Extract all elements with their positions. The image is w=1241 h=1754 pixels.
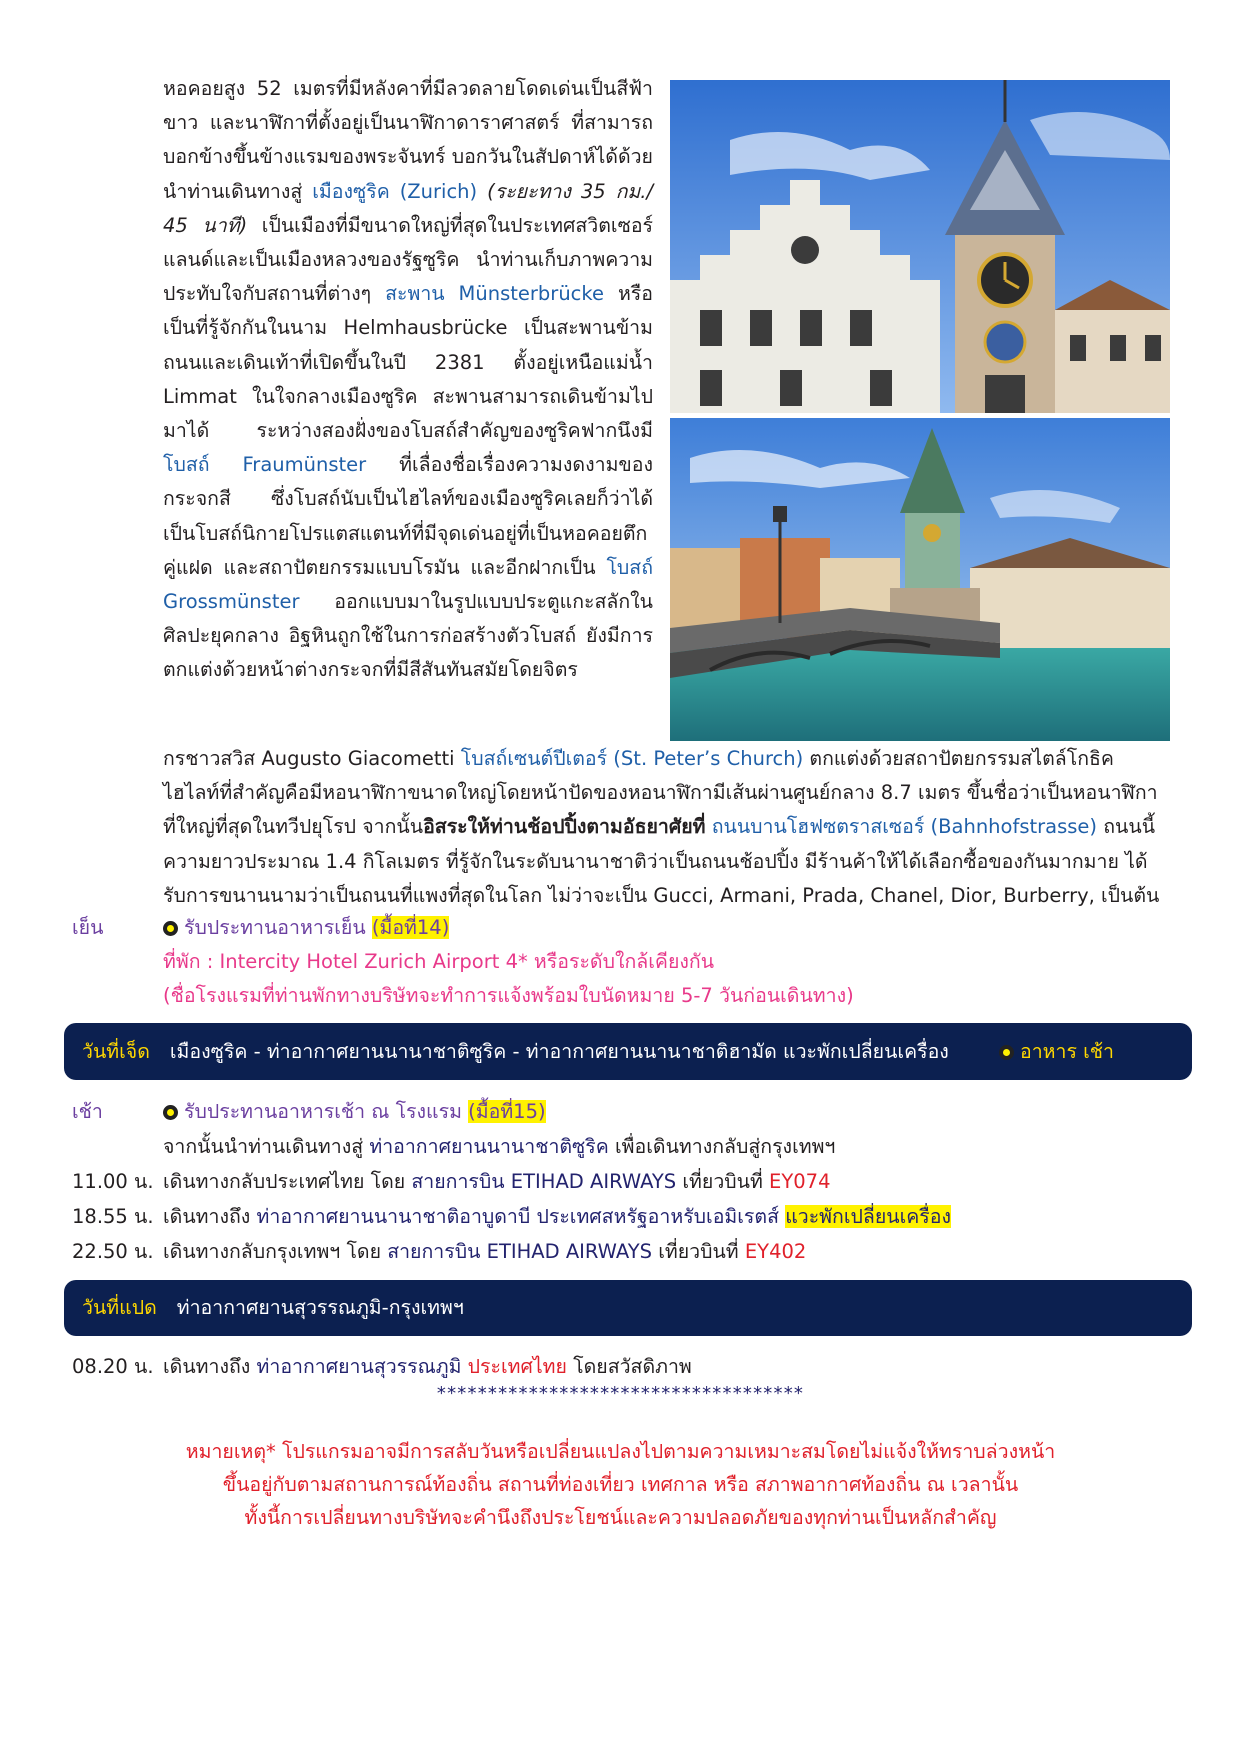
day-seven-route: เมืองซูริค - ท่าอากาศยานนานาชาติซูริค - ท่าอากาศยานนานาชาติฮามัด แวะพักเปลี่ยนเครื่อง — [169, 1040, 949, 1063]
day-seven-header — [64, 1023, 1192, 1080]
grossmunster-name: โบสถ์ Grossmünster — [163, 555, 653, 614]
suvarnabhumi-airport: ท่าอากาศยานสุวรรณภูมิ — [256, 1355, 462, 1378]
intro-text: หอคอยสูง 52 เมตรที่มีหลังคาที่มีลวดลายโดดเด่นเป็นสีฟ้าขาว และนาฬิกาที่ตั้งอยู่เป็นนาฬิกาดาราศาสตร์ ที่สามารถบอกข้างขึ้นข้างแรมของพระจันทร์ บอกวันในสัปดาห์ได้ด้วย นำท่านเดินทางสู่ — [163, 77, 653, 203]
transfer-line — [163, 1130, 835, 1164]
dinner-text: รับประทานอาหารเย็น — [184, 916, 372, 939]
zurich-link: เมืองซูริค (Zurich) — [312, 179, 478, 203]
meal-icon — [163, 921, 178, 936]
day-seven-label: วันที่เจ็ด — [82, 1040, 150, 1063]
fraumunster-bridge-photo — [670, 418, 1170, 741]
remark-line: ทั้งนี้การเปลี่ยนทางบริษัทจะคำนึงถึงประโยชน์และความปลอดภัยของทุกท่านเป็นหลักสำคัญ — [244, 1506, 997, 1529]
bahnhofstrasse-name: ถนนบานโฮฟซตราสเซอร์ (Bahnhofstrasse) — [705, 815, 1098, 839]
zurich-airport: ท่าอากาศยานนานาชาติซูริค — [369, 1135, 609, 1158]
schedule-line — [163, 1165, 831, 1199]
airline-name: สายการบิน ETIHAD AIRWAYS — [411, 1170, 677, 1193]
intro-text: เป็นเมืองที่มีขนาดใหญ่ที่สุดในประเทศสวิตเซอร์แลนด์และเป็นเมืองหลวงของรัฐซูริค นำท่านเก็บภาพความประทับใจกับสถานที่ต่างๆ — [163, 213, 653, 306]
transfer-text: เพื่อเดินทางกลับสู่กรุงเทพฯ — [608, 1135, 836, 1158]
country-name: ประเทศสหรัฐอาหรับเอมิเรตส์ — [530, 1205, 786, 1228]
schedule-line — [163, 1200, 951, 1234]
schedule-text: เที่ยวบินที่ — [652, 1240, 745, 1263]
remark-line: หมายเหตุ* โปรแกรมอาจมีการสลับวันหรือเปลี่ยนแปลงไปตามความเหมาะสมโดยไม่แจ้งให้ทราบล่วงหน้า — [185, 1440, 1056, 1463]
dinner-label: เย็น — [72, 916, 104, 939]
remark-line: ขึ้นอยู่กับตามสถานการณ์ท้องถิ่น สถานที่ท่องเที่ยว เทศกาล หรือ สภาพอากาศท้องถิ่น ณ เวลานั้น — [222, 1473, 1019, 1496]
munsterbrucke-name: สะพาน Münsterbrücke — [385, 282, 604, 306]
day-seven-meal-text: อาหาร เช้า — [1020, 1040, 1114, 1063]
divider-stars: ************************************ — [436, 1383, 805, 1404]
meal-icon — [163, 1105, 178, 1120]
abu-dhabi-airport: ท่าอากาศยานนานาชาติอาบูดาบี — [256, 1205, 531, 1228]
hotel-line: ที่พัก : Intercity Hotel Zurich Airport 4* หรือระดับใกล้เคียงกัน — [163, 950, 715, 973]
breakfast-label: เช้า — [72, 1100, 103, 1123]
hotel-note: (ชื่อโรงแรมที่ท่านพักทางบริษัทจะทำการแจ้งพร้อมใบนัดหมาย 5-7 วันก่อนเดินทาง) — [163, 984, 854, 1007]
day-eight-label: วันที่แปด — [82, 1296, 157, 1319]
intro-text: ออกแบบมาในรูปแบบประตูแกะสลักในศิลปะยุคกลาง อิฐหินถูกใช้ในการก่อสร้างตัวโบสถ์ ยังมีการตกแต่งด้วยหน้าต่างกระจกที่มีสีสันทันสมัยโดยจิตร — [163, 590, 653, 682]
schedule-line — [163, 1235, 806, 1269]
meal-number: (มื้อที่15) — [468, 1100, 546, 1123]
full-paragraph — [163, 742, 1168, 913]
schedule-text: เดินทางถึง — [163, 1205, 257, 1228]
schedule-text: เดินทางกลับประเทศไทย โดย — [163, 1170, 412, 1193]
schedule-time: 11.00 น. — [72, 1170, 154, 1193]
distance-note: (ระยะทาง 35 กม./ 45 นาที) — [163, 179, 654, 237]
body-text: กรชาวสวิส Augusto Giacometti — [163, 747, 461, 770]
schedule-time: 22.50 น. — [72, 1240, 154, 1263]
meal-icon — [999, 1045, 1014, 1060]
day-eight-header — [64, 1280, 1192, 1336]
st-peter-name: โบสถ์เซนต์ปีเตอร์ (St. Peter’s Church) — [460, 747, 804, 770]
airline-name: สายการบิน ETIHAD AIRWAYS — [387, 1240, 652, 1263]
transit-note: แวะพักเปลี่ยนเครื่อง — [785, 1205, 952, 1228]
arrival-line — [163, 1350, 692, 1384]
arrival-text: เดินทางถึง — [163, 1355, 257, 1378]
meal-number: (มื้อที่14) — [371, 916, 450, 939]
free-shopping: อิสระให้ท่านช้อปปิ้งตามอัธยาศัยที่ — [423, 815, 706, 839]
schedule-text: เดินทางกลับกรุงเทพฯ โดย — [163, 1240, 388, 1263]
body-text: ตกแต่งด้วยสถาปัตยกรรมสไตล์โกธิคไฮไลท์ที่สำคัญคือมีหอนาฬิกาขนาดใหญ่โดยหน้าปัดของหอนาฬิกามีเส้นผ่านศูนย์กลาง 8.7 เมตร ขึ้นชื่อว่าเป็นหอนาฬิกาที่ใหญ่ที่สุดในทวีปยุโรป จากนั้น — [163, 747, 1158, 839]
breakfast-line — [163, 1095, 546, 1129]
schedule-time: 18.55 น. — [72, 1205, 154, 1228]
schedule-text: เที่ยวบินที่ — [676, 1170, 770, 1193]
intro-paragraph — [163, 72, 653, 688]
fraumunster-name: โบสถ์ Fraumünster — [163, 453, 367, 477]
intro-text: หรือเป็นที่รู้จักกันในนาม Helmhausbrücke เป็นสะพานข้ามถนนและเดินเท้าที่เปิดขึ้นในปี 2381 ตั้งอยู่เหนือแม่น้ำ Limmat ในใจกลางเมืองซูริค สะพานสามารถเดินข้ามไปมาได้ ระหว่างสองฝั่งของโบสถ์สำคัญของซูริคฟากนึงมี — [163, 282, 653, 443]
body-text: ถนนนี้ความยาวประมาณ 1.4 กิโลเมตร ที่รู้จักในระดับนานาชาติว่าเป็นถนนช้อปปิ้ง มีร้านค้าให้ได้เลือกซื้อของกันมากมาย ได้รับการขนานนามว่าเป็นถนนที่แพงที่สุดในโลก ไม่ว่าจะเป็น Gucci, Armani, Prada, Chanel, Dior, Burberry, เป็นต้น — [163, 815, 1160, 907]
flight-number: EY074 — [769, 1170, 831, 1193]
arrival-time: 08.20 น. — [72, 1355, 154, 1378]
dinner-line — [163, 911, 449, 945]
remark-note — [0, 1435, 1241, 1534]
arrival-text: โดยสวัสดิภาพ — [566, 1355, 692, 1378]
day-eight-route: ท่าอากาศยานสุวรรณภูมิ-กรุงเทพฯ — [176, 1296, 464, 1319]
transfer-text: จากนั้นนำท่านเดินทางสู่ — [163, 1135, 370, 1158]
intro-text: ที่เลื่องชื่อเรื่องความงดงามของกระจกสี ซึ่งโบสถ์นับเป็นไฮไลท์ของเมืองซูริคเลยก็ว่าได้ เป็นโบสถ์นิกายโปรแตสแตนท์ที่มีจุดเด่นอยู่ที่เป็นหอคอยตึกคู่แฝด และสถาปัตยกรรมแบบโรมัน และอีกฝากเป็น — [163, 453, 653, 579]
clock-tower-photo — [670, 80, 1170, 413]
day-seven-meal — [999, 1023, 1114, 1080]
flight-number: EY402 — [744, 1240, 807, 1263]
breakfast-text: รับประทานอาหารเช้า ณ โรงแรม — [184, 1100, 469, 1123]
country-name: ประเทศไทย — [461, 1355, 567, 1378]
